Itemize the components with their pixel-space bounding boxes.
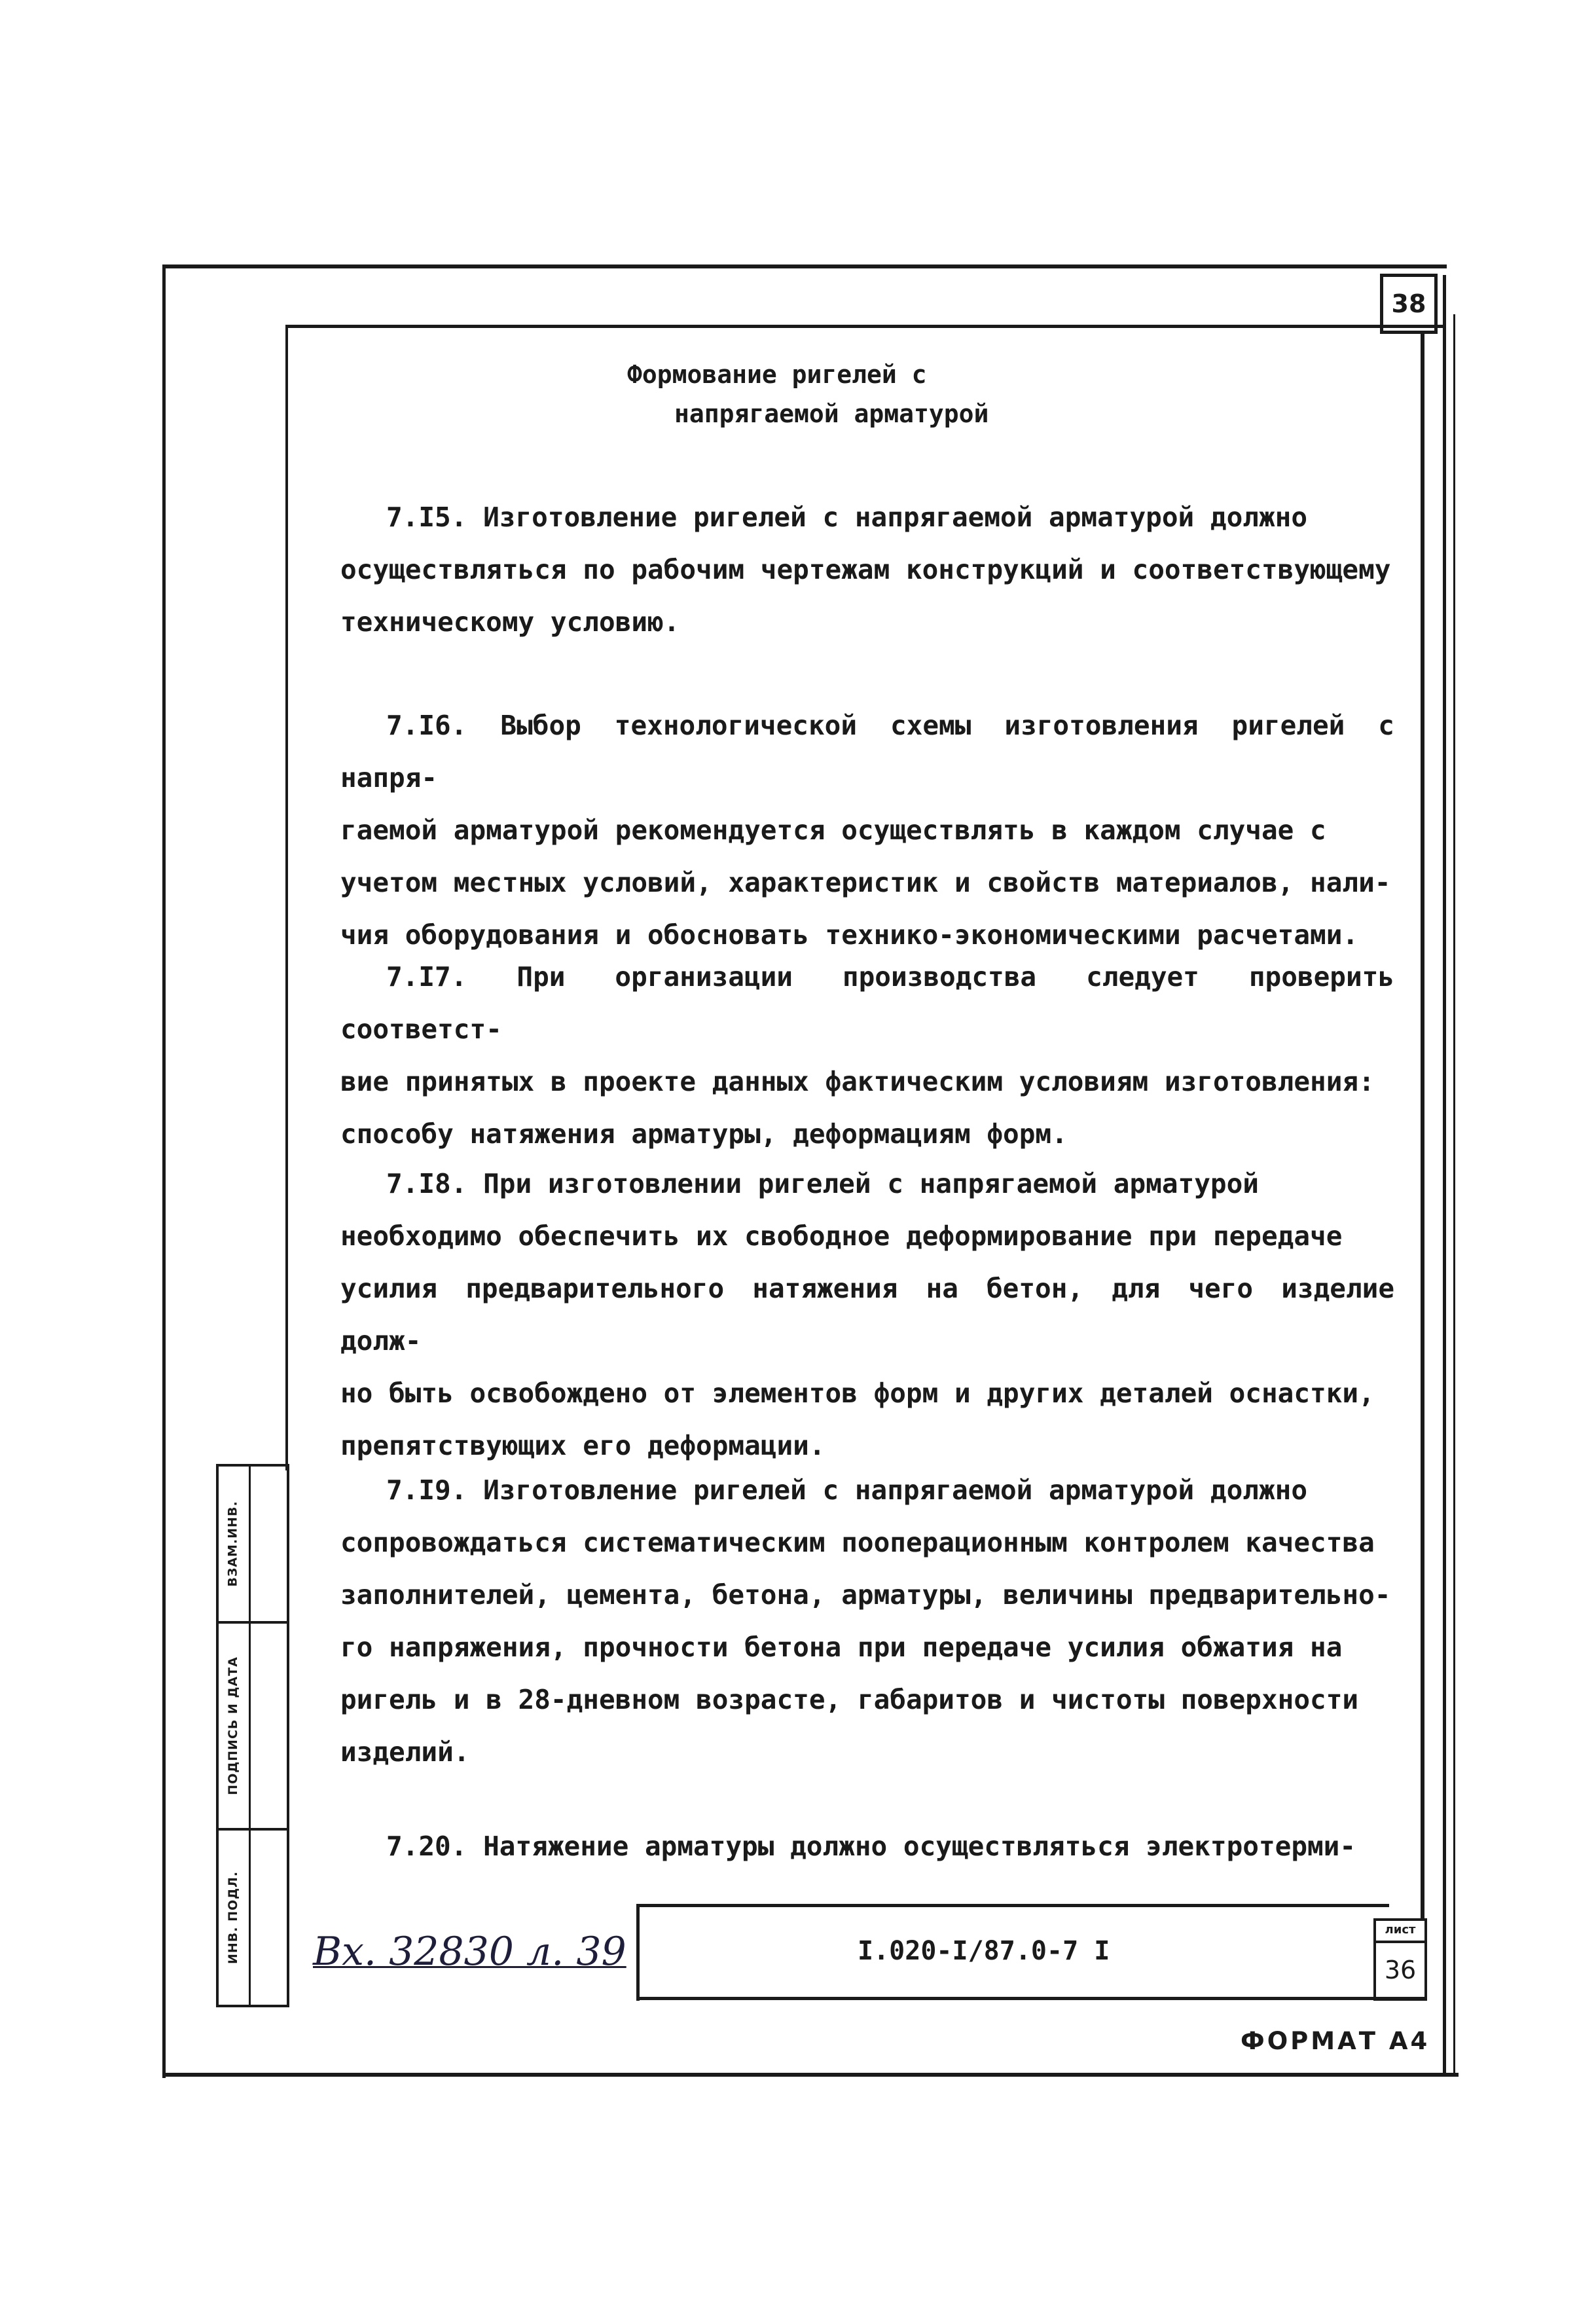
side-stamp-right [287, 1464, 289, 2007]
paragraph-line: гаемой арматурой рекомендуется осуществлять в каждом случае с [340, 814, 1326, 846]
paragraph-line: Изготовление ригелей с напрягаемой арматурой должно [483, 1474, 1307, 1506]
sheet-number: 36 [1384, 1956, 1417, 1984]
paragraph-line: изделий. [340, 1736, 470, 1768]
side-stamp-divider-v [249, 1464, 251, 2007]
side-label-signature-date: ПОДПИСЬ И ДАТА [226, 1656, 241, 1795]
paragraph-line: Изготовление ригелей с напрягаемой арматурой должно [483, 502, 1307, 533]
handwritten-registration-note: Вх. 32830 л. 39 [313, 1929, 626, 1975]
document-code: I.020-I/87.0-7 I [858, 1936, 1110, 1966]
paragraph-line: При организации производства следует проверить соответст- [340, 961, 1394, 1045]
paragraph-line: усилия предварительного натяжения на бетон, для чего изделие долж- [340, 1273, 1394, 1357]
sheet-label: лист [1376, 1921, 1424, 1943]
paragraph-7-17 [340, 951, 1394, 1160]
outer-frame-top [162, 264, 1447, 268]
paragraph-line: препятствующих его деформации. [340, 1430, 825, 1461]
paragraph-line: го напряжения, прочности бетона при передаче усилия обжатия на [340, 1632, 1343, 1663]
paragraph-line: техническому условию. [340, 606, 680, 638]
paragraph-line: вие принятых в проекте данных фактическим условиям изготовления: [340, 1066, 1375, 1097]
paragraph-line: Выбор технологической схемы изготовления ригелей с напря- [340, 710, 1394, 793]
page-number: 38 [1380, 274, 1438, 334]
paragraph-7-19 [340, 1464, 1394, 1778]
paragraph-line: ригель и в 28-дневном возрасте, габаритов и чистоты поверхности [340, 1684, 1359, 1715]
inner-frame-left [285, 325, 288, 1470]
paragraph-7-20 [340, 1820, 1394, 1872]
side-stamp-bottom [216, 2005, 289, 2007]
outer-frame-bottom [162, 2073, 1459, 2077]
paragraph-number: 7.I7. [386, 961, 467, 993]
outer-frame-left [162, 264, 166, 2078]
paragraph-line: но быть освобождено от элементов форм и других деталей оснастки, [340, 1377, 1375, 1409]
paragraph-number: 7.20. [386, 1831, 467, 1862]
paragraph-line: чия оборудования и обосновать технико-экономическими расчетами. [340, 919, 1359, 951]
inner-frame-top [285, 325, 1444, 328]
title-block-lower-line [636, 1997, 1426, 2000]
paragraph-line: учетом местных условий, характеристик и свойств материалов, нали- [340, 867, 1391, 898]
heading-line-2: напрягаемой арматурой [674, 399, 989, 428]
paragraph-7-18 [340, 1158, 1394, 1472]
paragraph-line: сопровождаться систематическим пооперационным контролем качества [340, 1527, 1375, 1558]
paragraph-7-16 [340, 699, 1394, 961]
sheet-number-box [1373, 1918, 1427, 2001]
paragraph-line: необходимо обеспечить их свободное деформирование при передаче [340, 1220, 1343, 1252]
paragraph-number: 7.I5. [386, 502, 467, 533]
paragraph-line: При изготовлении ригелей с напрягаемой арматурой [483, 1168, 1259, 1199]
frame-right-outer-2 [1453, 314, 1455, 2075]
heading-line-1: Формование ригелей с [627, 360, 927, 389]
side-stamp-left [216, 1464, 219, 2007]
paragraph-line: заполнителей, цемента, бетона, арматуры, величины предварительно- [340, 1579, 1391, 1611]
paragraph-number: 7.I6. [386, 710, 467, 741]
paragraph-line: способу натяжения арматуры, деформациям форм. [340, 1118, 1068, 1150]
format-label: ФОРМАТ А4 [1241, 2027, 1430, 2055]
side-label-inventory-replace: ВЗАМ.ИНВ. [226, 1501, 240, 1587]
side-label-inventory-original: ИНВ. ПОДЛ. [226, 1870, 240, 1965]
frame-right-outer [1443, 275, 1446, 2075]
inner-frame-right [1421, 334, 1424, 1918]
paragraph-7-15 [340, 491, 1394, 648]
paragraph-number: 7.I9. [386, 1474, 467, 1506]
paragraph-number: 7.I8. [386, 1168, 467, 1199]
paragraph-line: Натяжение арматуры должно осуществляться электротерми- [483, 1831, 1356, 1862]
paragraph-line: осуществляться по рабочим чертежам конструкций и соответствующему [340, 554, 1391, 585]
